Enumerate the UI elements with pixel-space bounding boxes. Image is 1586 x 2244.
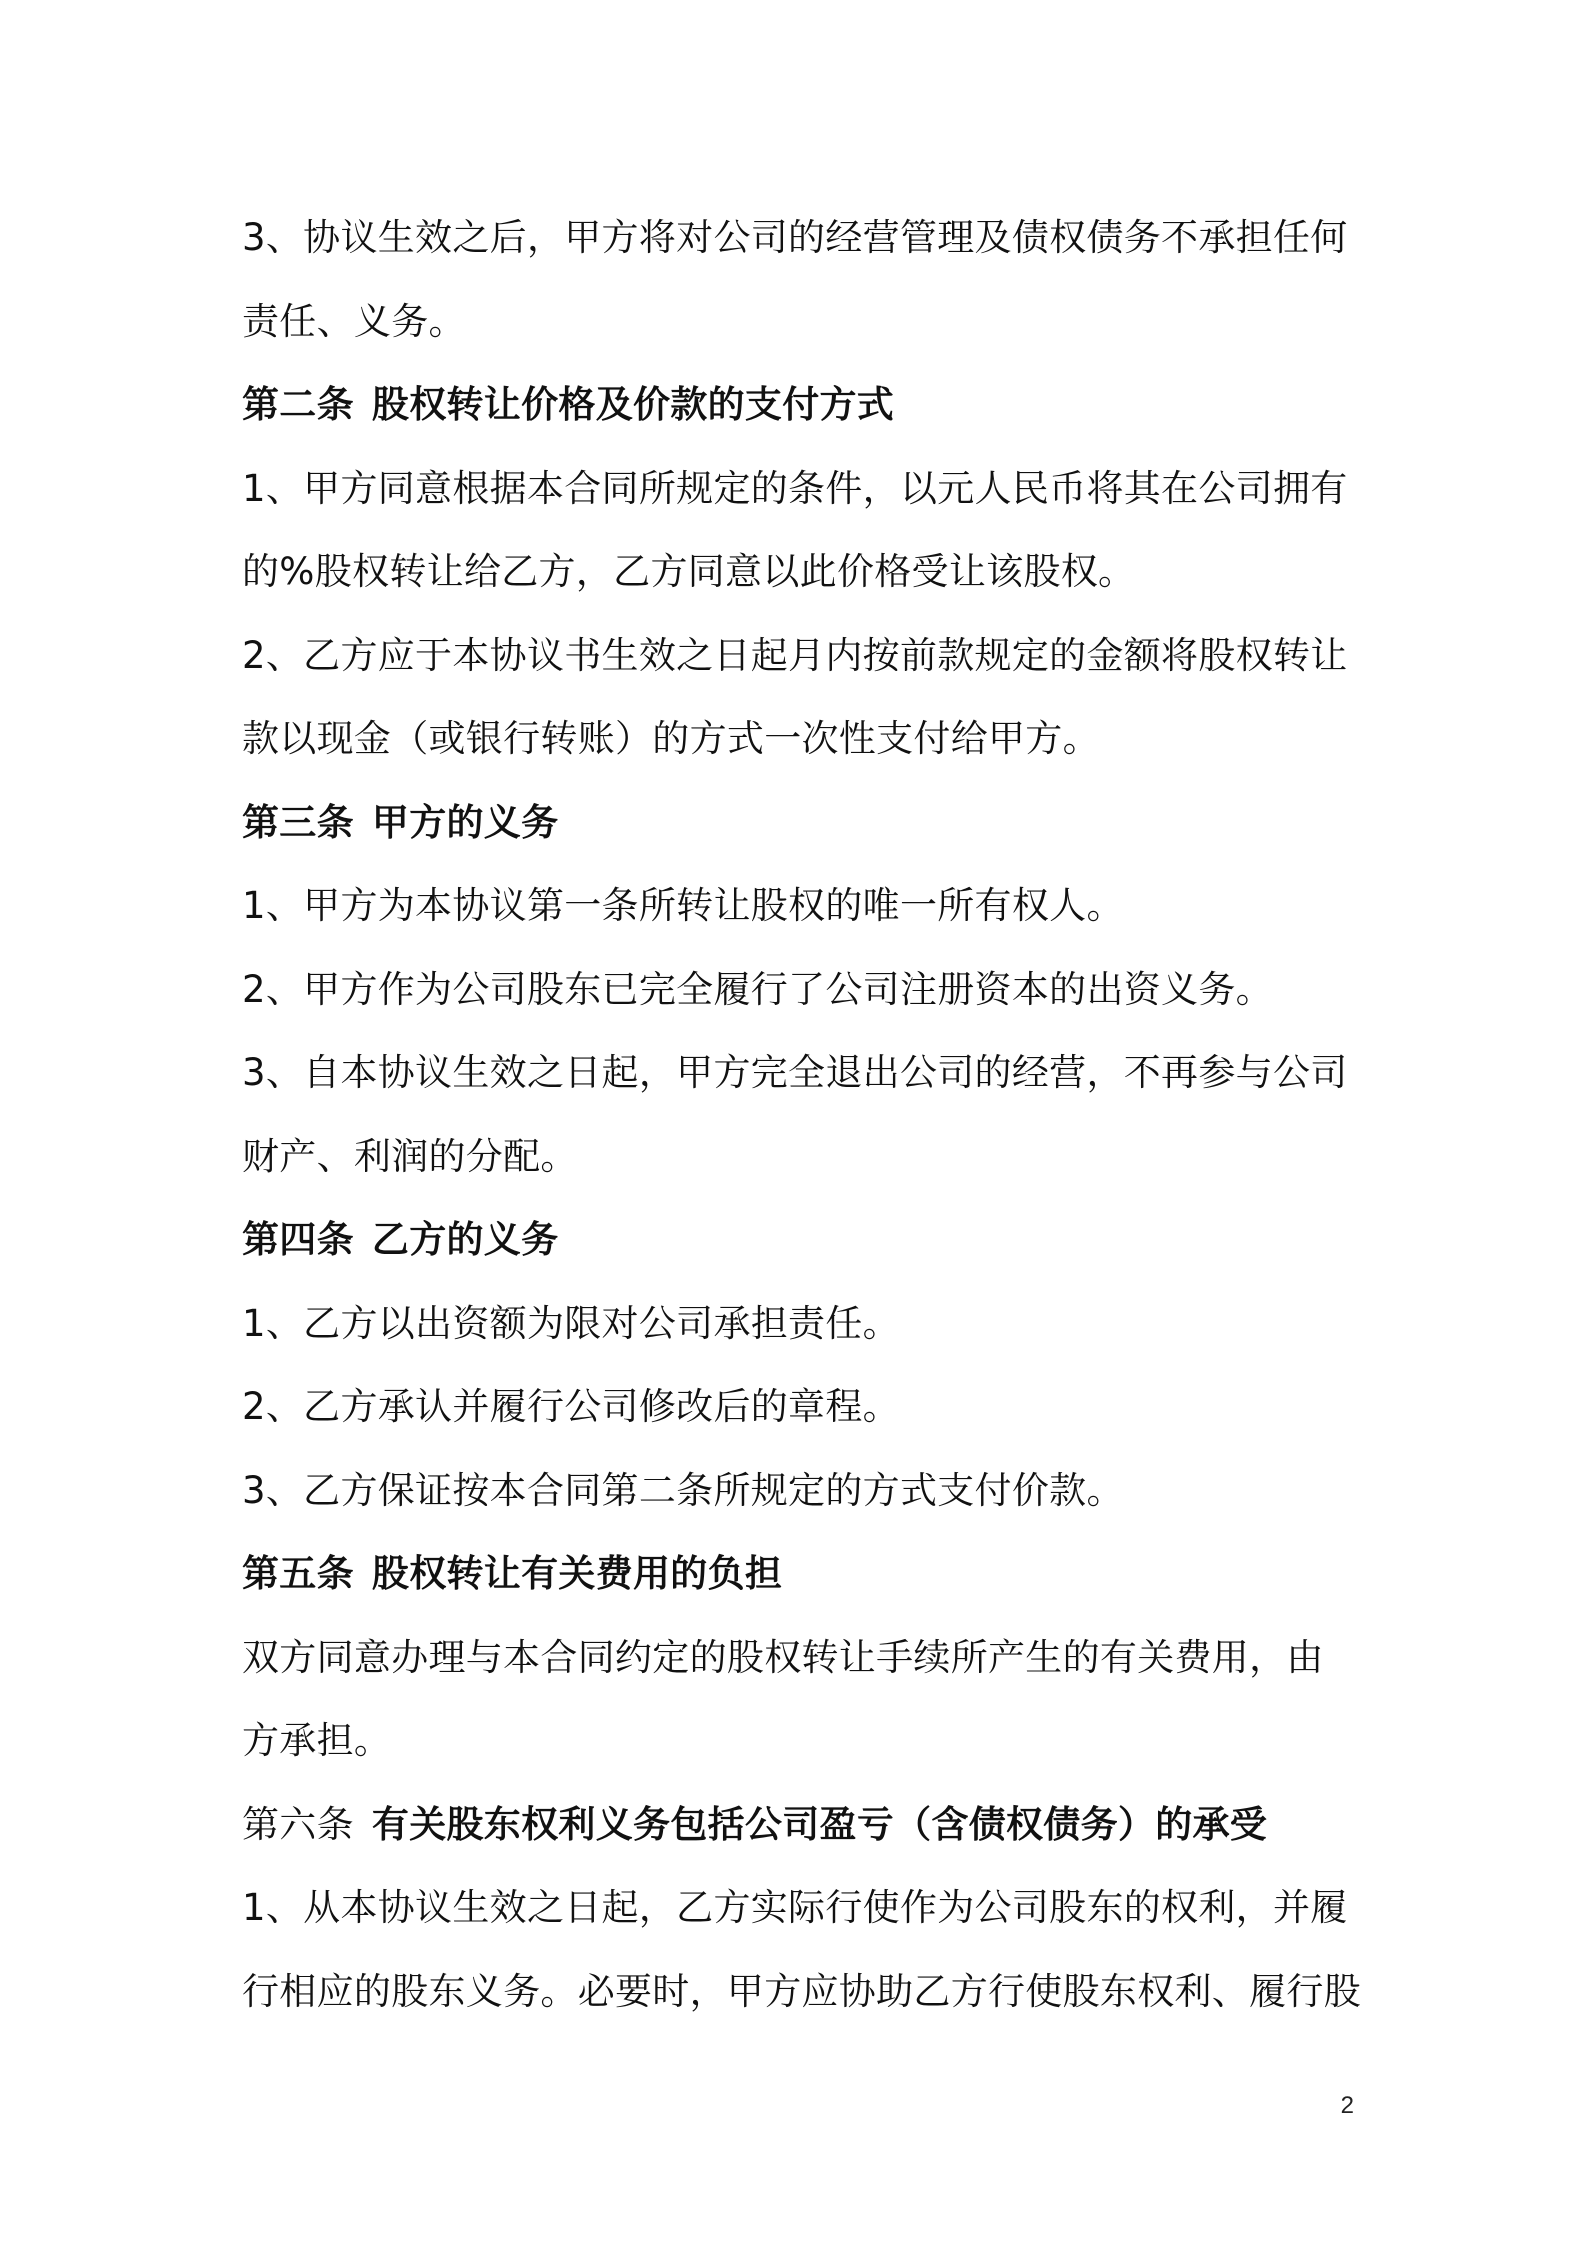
page-number: 2 — [1340, 2092, 1354, 2119]
body-line: 的%股权转让给乙方，乙方同意以此价格受让该股权。 — [242, 550, 1136, 593]
article-title: 甲方的义务 — [371, 800, 559, 844]
body-line: 双方同意办理与本合同约定的股权转让手续所产生的有关费用，由 — [242, 1635, 1324, 1679]
body-line: 3、自本协议生效之日起，甲方完全退出公司的经营，不再参与公司 — [242, 1051, 1348, 1094]
body-line: 3、协议生效之后，甲方将对公司的经营管理及债权债务不承担任何 — [242, 216, 1348, 259]
article-number: 第二条 — [242, 383, 354, 426]
article-heading — [242, 1783, 1352, 1867]
article-number: 第四条 — [242, 1218, 354, 1261]
article-number: 第五条 — [242, 1552, 354, 1595]
article-heading — [242, 781, 1352, 865]
body-line: 1、甲方同意根据本合同所规定的条件，以元人民币将其在公司拥有 — [242, 466, 1348, 510]
body-line: 行相应的股东义务。必要时，甲方应协助乙方行使股东权利、履行股 — [242, 1969, 1361, 2013]
article-title: 有关股东权利义务包括公司盈亏（含债权债务）的承受 — [371, 1802, 1268, 1846]
article-heading — [242, 1198, 1352, 1282]
body-line: 1、乙方以出资额为限对公司承担责任。 — [242, 1301, 900, 1345]
body-line: 2、甲方作为公司股东已完全履行了公司注册资本的出资义务。 — [242, 967, 1273, 1011]
article-number: 第六条 — [242, 1802, 354, 1846]
body-line: 责任、义务。 — [242, 299, 466, 343]
article-title: 股权转让价格及价款的支付方式 — [371, 383, 895, 426]
article-heading — [242, 363, 1352, 447]
body-line: 1、从本协议生效之日起，乙方实际行使作为公司股东的权利，并履 — [242, 1886, 1348, 1929]
article-title: 乙方的义务 — [371, 1218, 559, 1261]
document-body — [242, 196, 1361, 2033]
body-line: 款以现金（或银行转账）的方式一次性支付给甲方。 — [242, 717, 1100, 760]
article-title: 股权转让有关费用的负担 — [371, 1552, 783, 1595]
body-line: 3、乙方保证按本合同第二条所规定的方式支付价款。 — [242, 1468, 1124, 1512]
body-line: 1、甲方为本协议第一条所转让股权的唯一所有权人。 — [242, 884, 1124, 927]
body-line: 2、乙方应于本协议书生效之日起月内按前款规定的金额将股权转让 — [242, 633, 1348, 677]
body-line: 2、乙方承认并履行公司修改后的章程。 — [242, 1385, 900, 1428]
article-heading — [242, 1532, 1352, 1616]
article-number: 第三条 — [242, 800, 354, 844]
body-line: 方承担。 — [242, 1719, 392, 1762]
body-line: 财产、利润的分配。 — [242, 1134, 578, 1178]
